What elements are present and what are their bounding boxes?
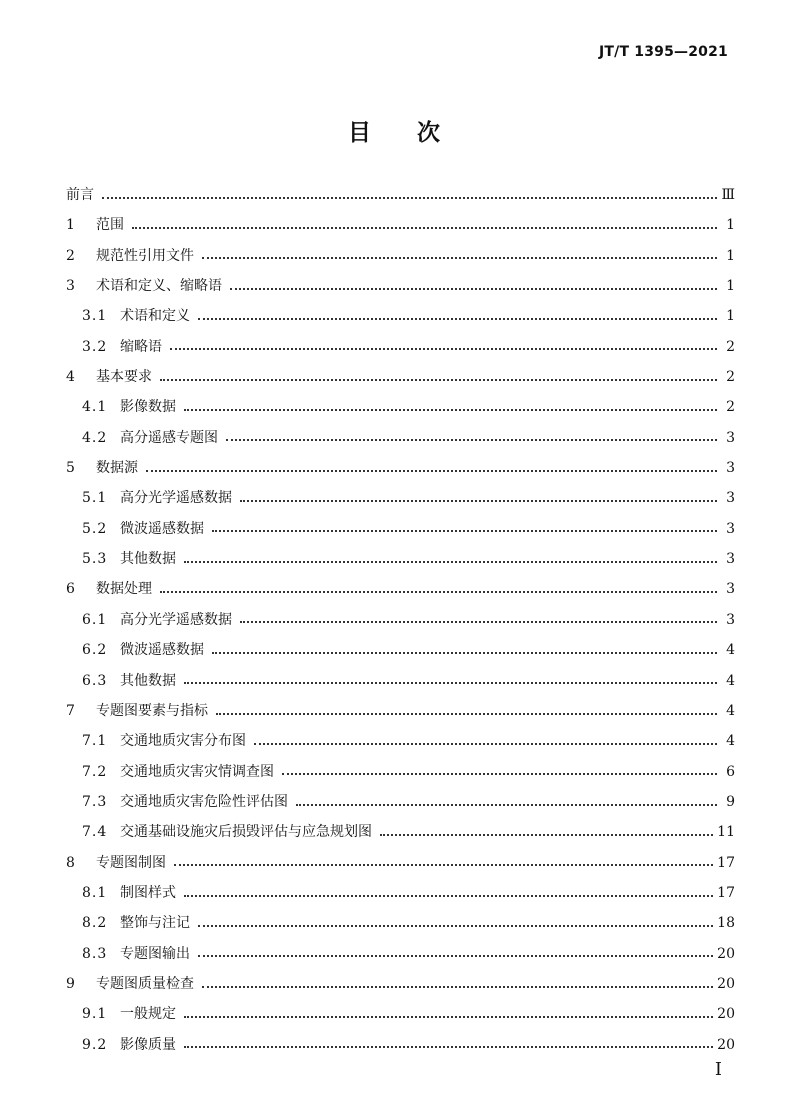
- toc-leader-dots: [240, 620, 717, 623]
- toc-entry-page: 1: [726, 308, 735, 325]
- toc-leader-dots: [254, 742, 717, 745]
- toc-entry[interactable]: [66, 969, 735, 999]
- toc-entry-label: 范围: [96, 217, 124, 234]
- toc-entry-number: 3.2: [82, 338, 108, 355]
- toc-entry-page: 6: [726, 763, 735, 780]
- toc-entry-label: 微波遥感数据: [120, 520, 204, 537]
- toc-entry[interactable]: [66, 241, 735, 271]
- toc-entry-label: 交通地质灾害灾情调查图: [120, 763, 274, 780]
- toc-entry-label: 影像质量: [120, 1036, 176, 1053]
- toc-entry-page: 18: [717, 915, 735, 932]
- toc-entry-label: 专题图要素与指标: [96, 702, 208, 719]
- toc-entry[interactable]: [66, 514, 735, 544]
- toc-entry-page: 17: [717, 854, 735, 871]
- toc-entry-page: 3: [726, 520, 735, 537]
- toc-entry-page: 3: [726, 611, 735, 628]
- toc-entry-number: 7.4: [82, 824, 108, 841]
- toc-entry-label: 微波遥感数据: [120, 642, 204, 659]
- toc-entry-label: 高分光学遥感数据: [120, 611, 232, 628]
- toc-leader-dots: [184, 560, 717, 563]
- toc-entry[interactable]: [66, 817, 735, 847]
- toc-entry[interactable]: [66, 271, 735, 301]
- toc-entry-page: 20: [717, 945, 735, 962]
- toc-entry-number: 8.3: [82, 945, 108, 962]
- toc-entry[interactable]: [66, 301, 735, 331]
- toc-entry-page: 20: [717, 1036, 735, 1053]
- toc-entry-number: 5.3: [82, 551, 108, 568]
- toc-entry[interactable]: [66, 180, 735, 210]
- toc-entry[interactable]: [66, 332, 735, 362]
- toc-entry-number: 7.1: [82, 733, 108, 750]
- toc-entry-label: 其他数据: [120, 551, 176, 568]
- toc-leader-dots: [160, 590, 717, 593]
- toc-entry-label: 数据源: [96, 460, 138, 477]
- toc-entry-number: 3: [66, 278, 75, 295]
- toc-leader-dots: [198, 954, 713, 957]
- toc-entry-label: 交通地质灾害危险性评估图: [120, 793, 288, 810]
- toc-entry[interactable]: [66, 726, 735, 756]
- toc-entry[interactable]: [66, 574, 735, 604]
- toc-entry-number: 7.2: [82, 763, 108, 780]
- toc-entry-number: 7: [66, 702, 75, 719]
- toc-leader-dots: [212, 529, 717, 532]
- toc-entry-page: 20: [717, 975, 735, 992]
- toc-entry-number: 6: [66, 581, 75, 598]
- title-char-1: 目: [348, 120, 373, 146]
- toc-entry-number: 4.1: [82, 399, 108, 416]
- toc-leader-dots: [216, 712, 717, 715]
- toc-leader-dots: [184, 408, 717, 411]
- toc-leader-dots: [380, 833, 713, 836]
- toc-entry-page: 3: [726, 551, 735, 568]
- toc-entry-number: 9: [66, 975, 75, 992]
- toc-entry-page: 1: [726, 278, 735, 295]
- toc-entry[interactable]: [66, 392, 735, 422]
- toc-leader-dots: [202, 985, 713, 988]
- toc-leader-dots: [296, 803, 717, 806]
- toc-entry-page: 9: [726, 793, 735, 810]
- toc-entry-number: 8.2: [82, 915, 108, 932]
- toc-entry[interactable]: [66, 635, 735, 665]
- toc-entry[interactable]: [66, 999, 735, 1029]
- toc-entry-label: 基本要求: [96, 369, 152, 386]
- toc-entry-page: 3: [726, 581, 735, 598]
- toc-entry-page: 3: [726, 429, 735, 446]
- toc-entry-page: 3: [726, 490, 735, 507]
- page-number: I: [714, 1059, 722, 1080]
- toc-leader-dots: [184, 1045, 713, 1048]
- toc-entry-label: 专题图输出: [120, 945, 190, 962]
- toc-entry-label: 专题图质量检查: [96, 975, 194, 992]
- toc-entry[interactable]: [66, 848, 735, 878]
- toc-leader-dots: [184, 1015, 713, 1018]
- toc-entry-page: 17: [717, 884, 735, 901]
- toc-leader-dots: [282, 772, 717, 775]
- toc-entry-label: 高分遥感专题图: [120, 429, 218, 446]
- toc-leader-dots: [198, 924, 713, 927]
- toc-entry[interactable]: [66, 483, 735, 513]
- toc-entry-label: 数据处理: [96, 581, 152, 598]
- toc-entry[interactable]: [66, 362, 735, 392]
- toc-entry-number: 5.2: [82, 520, 108, 537]
- toc-entry-number: 6.1: [82, 611, 108, 628]
- toc-entry[interactable]: [66, 423, 735, 453]
- toc-leader-dots: [174, 863, 713, 866]
- toc-leader-dots: [230, 287, 717, 290]
- toc-leader-dots: [146, 469, 717, 472]
- toc-entry-number: 3.1: [82, 308, 108, 325]
- toc-entry-number: 8: [66, 854, 75, 871]
- toc-entry-label: 前言: [66, 187, 94, 203]
- toc-entry-label: 术语和定义: [120, 308, 190, 325]
- toc-entry-page: 11: [717, 824, 735, 841]
- toc-entry[interactable]: [66, 544, 735, 574]
- toc-entry[interactable]: [66, 1030, 735, 1060]
- toc-leader-dots: [132, 226, 717, 229]
- toc-entry[interactable]: [66, 878, 735, 908]
- table-of-contents: [66, 180, 735, 1060]
- toc-leader-dots: [212, 651, 717, 654]
- toc-entry-page: Ⅲ: [721, 187, 735, 203]
- toc-entry[interactable]: [66, 696, 735, 726]
- toc-entry[interactable]: [66, 210, 735, 240]
- toc-entry-page: 2: [726, 369, 735, 386]
- toc-entry-label: 专题图制图: [96, 854, 166, 871]
- toc-entry[interactable]: [66, 666, 735, 696]
- toc-entry[interactable]: [66, 757, 735, 787]
- toc-entry-number: 9.1: [82, 1006, 108, 1023]
- toc-entry[interactable]: [66, 908, 735, 938]
- toc-leader-dots: [102, 196, 717, 199]
- toc-entry[interactable]: [66, 939, 735, 969]
- toc-entry-label: 影像数据: [120, 399, 176, 416]
- toc-leader-dots: [226, 438, 717, 441]
- toc-entry-label: 规范性引用文件: [96, 247, 194, 264]
- toc-leader-dots: [184, 894, 713, 897]
- title-char-2: 次: [417, 120, 442, 146]
- toc-entry[interactable]: [66, 605, 735, 635]
- toc-entry-page: 4: [726, 642, 735, 659]
- toc-entry-number: 1: [66, 217, 75, 234]
- toc-leader-dots: [184, 681, 717, 684]
- toc-entry-page: 4: [726, 672, 735, 689]
- toc-entry-number: 7.3: [82, 793, 108, 810]
- toc-entry-page: 1: [726, 247, 735, 264]
- toc-entry-label: 交通地质灾害分布图: [120, 733, 246, 750]
- toc-entry-page: 3: [726, 460, 735, 477]
- toc-entry-label: 高分光学遥感数据: [120, 490, 232, 507]
- toc-leader-dots: [198, 317, 717, 320]
- toc-entry[interactable]: [66, 787, 735, 817]
- page-title: [0, 114, 790, 147]
- toc-entry-number: 5: [66, 460, 75, 477]
- toc-entry-label: 术语和定义、缩略语: [96, 278, 222, 295]
- document-code: JT/T 1395—2021: [598, 44, 728, 60]
- toc-entry-page: 2: [726, 399, 735, 416]
- toc-entry[interactable]: [66, 453, 735, 483]
- toc-entry-page: 4: [726, 733, 735, 750]
- toc-entry-number: 4: [66, 369, 75, 386]
- toc-leader-dots: [160, 378, 717, 381]
- toc-entry-number: 6.2: [82, 642, 108, 659]
- toc-entry-page: 20: [717, 1006, 735, 1023]
- toc-leader-dots: [240, 499, 717, 502]
- toc-entry-label: 缩略语: [120, 338, 162, 355]
- toc-entry-number: 8.1: [82, 884, 108, 901]
- toc-entry-number: 4.2: [82, 429, 108, 446]
- toc-entry-label: 其他数据: [120, 672, 176, 689]
- toc-entry-label: 整饰与注记: [120, 915, 190, 932]
- toc-entry-number: 2: [66, 247, 75, 264]
- toc-entry-number: 9.2: [82, 1036, 108, 1053]
- toc-leader-dots: [170, 347, 717, 350]
- toc-entry-label: 制图样式: [120, 884, 176, 901]
- toc-entry-page: 4: [726, 702, 735, 719]
- toc-leader-dots: [202, 256, 717, 259]
- toc-entry-page: 2: [726, 338, 735, 355]
- toc-entry-number: 5.1: [82, 490, 108, 507]
- toc-entry-number: 6.3: [82, 672, 108, 689]
- toc-entry-label: 一般规定: [120, 1006, 176, 1023]
- toc-entry-label: 交通基础设施灾后损毁评估与应急规划图: [120, 824, 372, 841]
- toc-entry-page: 1: [726, 217, 735, 234]
